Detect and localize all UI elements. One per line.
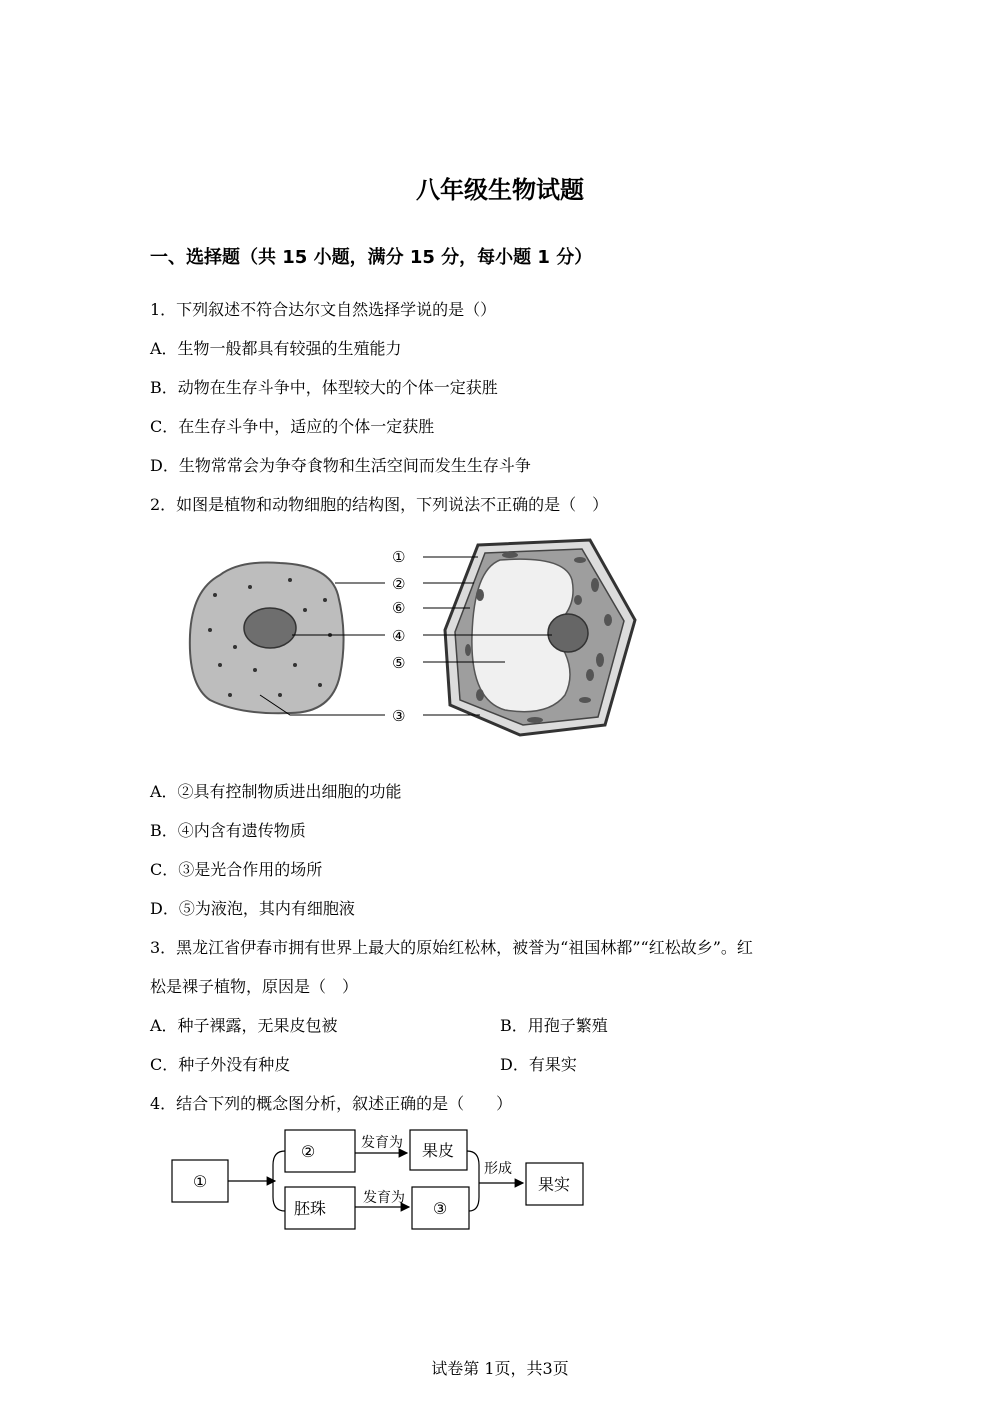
- q2-option-d: D．⑤为液泡，其内有细胞液: [150, 899, 355, 918]
- plant-nucleus: [548, 614, 588, 652]
- node-3-label: ③: [432, 1199, 448, 1218]
- node-2-label: ②: [300, 1142, 316, 1161]
- q3-stem-line1: 3．黑龙江省伊春市拥有世界上最大的原始红松林，被誉为“祖国林都”“红松故乡”。红: [150, 938, 753, 957]
- pericarp-label: 果皮: [421, 1141, 455, 1160]
- q1-option-b: B．动物在生存斗争中，体型较大的个体一定获胜: [150, 378, 498, 397]
- q3-option-d: D．有果实: [500, 1055, 577, 1074]
- concept-diagram: [165, 1125, 595, 1235]
- node-2-box: [285, 1130, 355, 1172]
- label-1: ①: [392, 548, 406, 566]
- q3-option-a: A．种子裸露，无果皮包被: [150, 1016, 338, 1035]
- q3-stem-line2: 松是裸子植物，原因是（ ）: [150, 977, 359, 996]
- q1-option-d: D．生物常常会为争夺食物和生活空间而发生生存斗争: [150, 456, 531, 475]
- q2-option-a: A．②具有控制物质进出细胞的功能: [150, 782, 402, 801]
- fruit-label: 果实: [537, 1175, 571, 1194]
- label-2: ②: [392, 575, 406, 593]
- ovule-label: 胚珠: [293, 1199, 327, 1218]
- q3-option-c: C．种子外没有种皮: [150, 1055, 291, 1074]
- develop-1-label: 发育为: [361, 1135, 403, 1151]
- label-4: ④: [392, 627, 406, 645]
- label-6: ⑥: [392, 599, 406, 617]
- section-heading: 一、选择题（共 15 小题，满分 15 分，每小题 1 分）: [150, 247, 593, 268]
- q2-option-b: B．④内含有遗传物质: [150, 821, 306, 840]
- form-label: 形成: [484, 1161, 512, 1177]
- q1-stem: 1．下列叙述不符合达尔文自然选择学说的是（）: [150, 300, 497, 319]
- label-5: ⑤: [392, 654, 406, 672]
- q3-option-b: B．用孢子繁殖: [500, 1016, 608, 1035]
- node-1-label: ①: [192, 1172, 208, 1191]
- cell-structure-figure: [180, 535, 650, 745]
- q2-option-c: C．③是光合作用的场所: [150, 860, 323, 879]
- q2-stem: 2．如图是植物和动物细胞的结构图，下列说法不正确的是（ ）: [150, 495, 609, 514]
- page-title: 八年级生物试题: [416, 176, 584, 204]
- q1-option-c: C．在生存斗争中，适应的个体一定获胜: [150, 417, 435, 436]
- q4-stem: 4．结合下列的概念图分析，叙述正确的是（ ）: [150, 1094, 513, 1113]
- page-footer: 试卷第 1页，共3页: [431, 1359, 569, 1378]
- develop-2-label: 发育为: [363, 1190, 405, 1206]
- animal-nucleus: [244, 608, 296, 648]
- label-3: ③: [392, 707, 406, 725]
- q1-option-a: A．生物一般都具有较强的生殖能力: [150, 339, 402, 358]
